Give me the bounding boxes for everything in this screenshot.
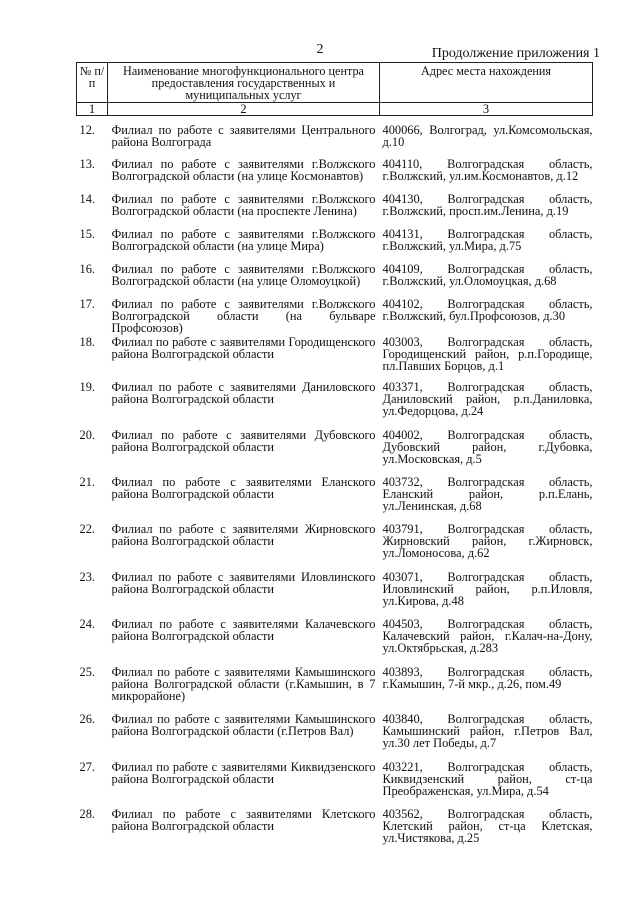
branch-name: Филиал по работе с заявителями Калачевского района Волгоградской области: [111, 616, 376, 643]
branch-address: 403840, Волгоградская область, Камышинский район, г.Петров Вал, ул.30 лет Победы, д.7: [382, 711, 593, 750]
table-row: [77, 193, 593, 228]
table-row: [77, 618, 593, 666]
branch-address: 403221, Волгоградская область, Киквидзенский район, ст-ца Преображенская, ул.Мира, д.54: [382, 759, 593, 798]
branch-name: Филиал по работе с заявителями Камышинского района Волгоградской области (г.Камышин, в 7 микрорайоне): [111, 664, 376, 703]
column-header-address: Адрес места нахождения: [380, 63, 593, 103]
column-header-number: № п/п: [77, 63, 108, 103]
branch-name: Филиал по работе с заявителями Иловлинского района Волгоградской области: [111, 569, 376, 596]
table-row: [77, 476, 593, 523]
branch-name: Филиал по работе с заявителями Даниловского района Волгоградской области: [111, 379, 376, 406]
branch-name: Филиал по работе с заявителями Дубовского района Волгоградской области: [111, 427, 376, 454]
column-index: 2: [108, 103, 380, 116]
row-number: 22.: [79, 521, 95, 536]
row-number: 16.: [79, 261, 95, 276]
row-number: 20.: [79, 427, 95, 442]
page-number: 2: [316, 42, 324, 57]
branch-address: 403791, Волгоградская область, Жирновский район, г.Жирновск, ул.Ломоносова, д.62: [382, 521, 593, 560]
branch-address: 403003, Волгоградская область, Городищенский район, р.п.Городище, пл.Павших Борцов, д.1: [382, 334, 593, 373]
branch-name: Филиал по работе с заявителями Клетского района Волгоградской области: [111, 806, 376, 833]
column-index-row: [77, 103, 593, 116]
table-row: [77, 228, 593, 263]
column-index: 1: [77, 103, 108, 116]
row-number: 17.: [79, 296, 95, 311]
branch-address: 400066, Волгоград, ул.Комсомольская, д.10: [382, 123, 593, 149]
branch-address: 404110, Волгоградская область, г.Волжский, ул.им.Космонавтов, д.12: [382, 156, 593, 183]
row-number: 19.: [79, 379, 95, 394]
mfc-branches-table: [76, 62, 593, 848]
branch-name: Филиал по работе с заявителями г.Волжского Волгоградской области (на улице Оломоуцкой): [111, 261, 376, 288]
table-row: [77, 336, 593, 381]
branch-address: 404109, Волгоградская область, г.Волжский, ул.Оломоуцкая, д.68: [382, 261, 593, 288]
branch-address: 404102, Волгоградская область, г.Волжский, бул.Профсоюзов, д.30: [382, 296, 593, 323]
row-number: 12.: [79, 123, 95, 137]
table-row: [77, 298, 593, 336]
row-number: 21.: [79, 474, 95, 489]
branch-address: 404002, Волгоградская область, Дубовский район, г.Дубовка, ул.Московская, д.5: [382, 427, 593, 466]
branch-name: Филиал по работе с заявителями г.Волжского Волгоградской области (на улице Мира): [111, 226, 376, 253]
branch-name: Филиал по работе с заявителями г.Волжского Волгоградской области (на проспекте Ленина): [111, 191, 376, 218]
table-row: [77, 571, 593, 618]
row-number: 26.: [79, 711, 95, 726]
row-number: 23.: [79, 569, 95, 584]
branch-address: 403893, Волгоградская область, г.Камышин, 7-й мкр., д.26, пом.49: [382, 664, 593, 691]
branch-address: 403071, Волгоградская область, Иловлинский район, р.п.Иловля, ул.Кирова, д.48: [382, 569, 593, 608]
branch-address: 404131, Волгоградская область, г.Волжский, ул.Мира, д.75: [382, 226, 593, 253]
row-number: 14.: [79, 191, 95, 206]
column-header-name: Наименование многофункционального центра предоставления государственных и муниципальных услуг: [108, 63, 380, 103]
continuation-label: Продолжение приложения 1: [431, 46, 600, 61]
column-index: 3: [380, 103, 593, 116]
branch-address: 404503, Волгоградская область, Калачевский район, г.Калач-на-Дону, ул.Октябрьская, д.283: [382, 616, 593, 655]
table-row: [77, 429, 593, 476]
row-number: 28.: [79, 806, 95, 821]
branch-name: Филиал по работе с заявителями Центрального района Волгограда: [111, 123, 376, 149]
table-row: [77, 808, 593, 848]
branch-name: Филиал по работе с заявителями Киквидзенского района Волгоградской области: [111, 759, 376, 786]
row-number: 15.: [79, 226, 95, 241]
table-header-row: [77, 63, 593, 103]
branch-name: Филиал по работе с заявителями г.Волжского Волгоградской области (на улице Космонавтов): [111, 156, 376, 183]
row-number: 13.: [79, 156, 95, 171]
table-row: [77, 116, 593, 158]
row-number: 24.: [79, 616, 95, 631]
branch-name: Филиал по работе с заявителями г.Волжского Волгоградской области (на бульваре Профсоюзов): [111, 296, 376, 335]
table-row: [77, 666, 593, 713]
table-row: [77, 158, 593, 193]
branch-address: 403732, Волгоградская область, Еланский район, р.п.Елань, ул.Ленинская, д.68: [382, 474, 593, 513]
row-number: 25.: [79, 664, 95, 679]
branch-name: Филиал по работе с заявителями Жирновского района Волгоградской области: [111, 521, 376, 548]
branch-address: 404130, Волгоградская область, г.Волжский, просп.им.Ленина, д.19: [382, 191, 593, 218]
branch-address: 403371, Волгоградская область, Даниловский район, р.п.Даниловка, ул.Федорцова, д.24: [382, 379, 593, 418]
table-row: [77, 263, 593, 298]
branch-name: Филиал по работе с заявителями Камышинского района Волгоградской области (г.Петров Вал): [111, 711, 376, 738]
branch-name: Филиал по работе с заявителями Еланского района Волгоградской области: [111, 474, 376, 501]
table-row: [77, 713, 593, 761]
row-number: 27.: [79, 759, 95, 774]
branch-address: 403562, Волгоградская область, Клетский район, ст-ца Клетская, ул.Чистякова, д.25: [382, 806, 593, 845]
table-row: [77, 523, 593, 571]
row-number: 18.: [79, 334, 95, 349]
table-row: [77, 761, 593, 808]
table-row: [77, 381, 593, 429]
branch-name: Филиал по работе с заявителями Городищенского района Волгоградской области: [111, 334, 376, 361]
